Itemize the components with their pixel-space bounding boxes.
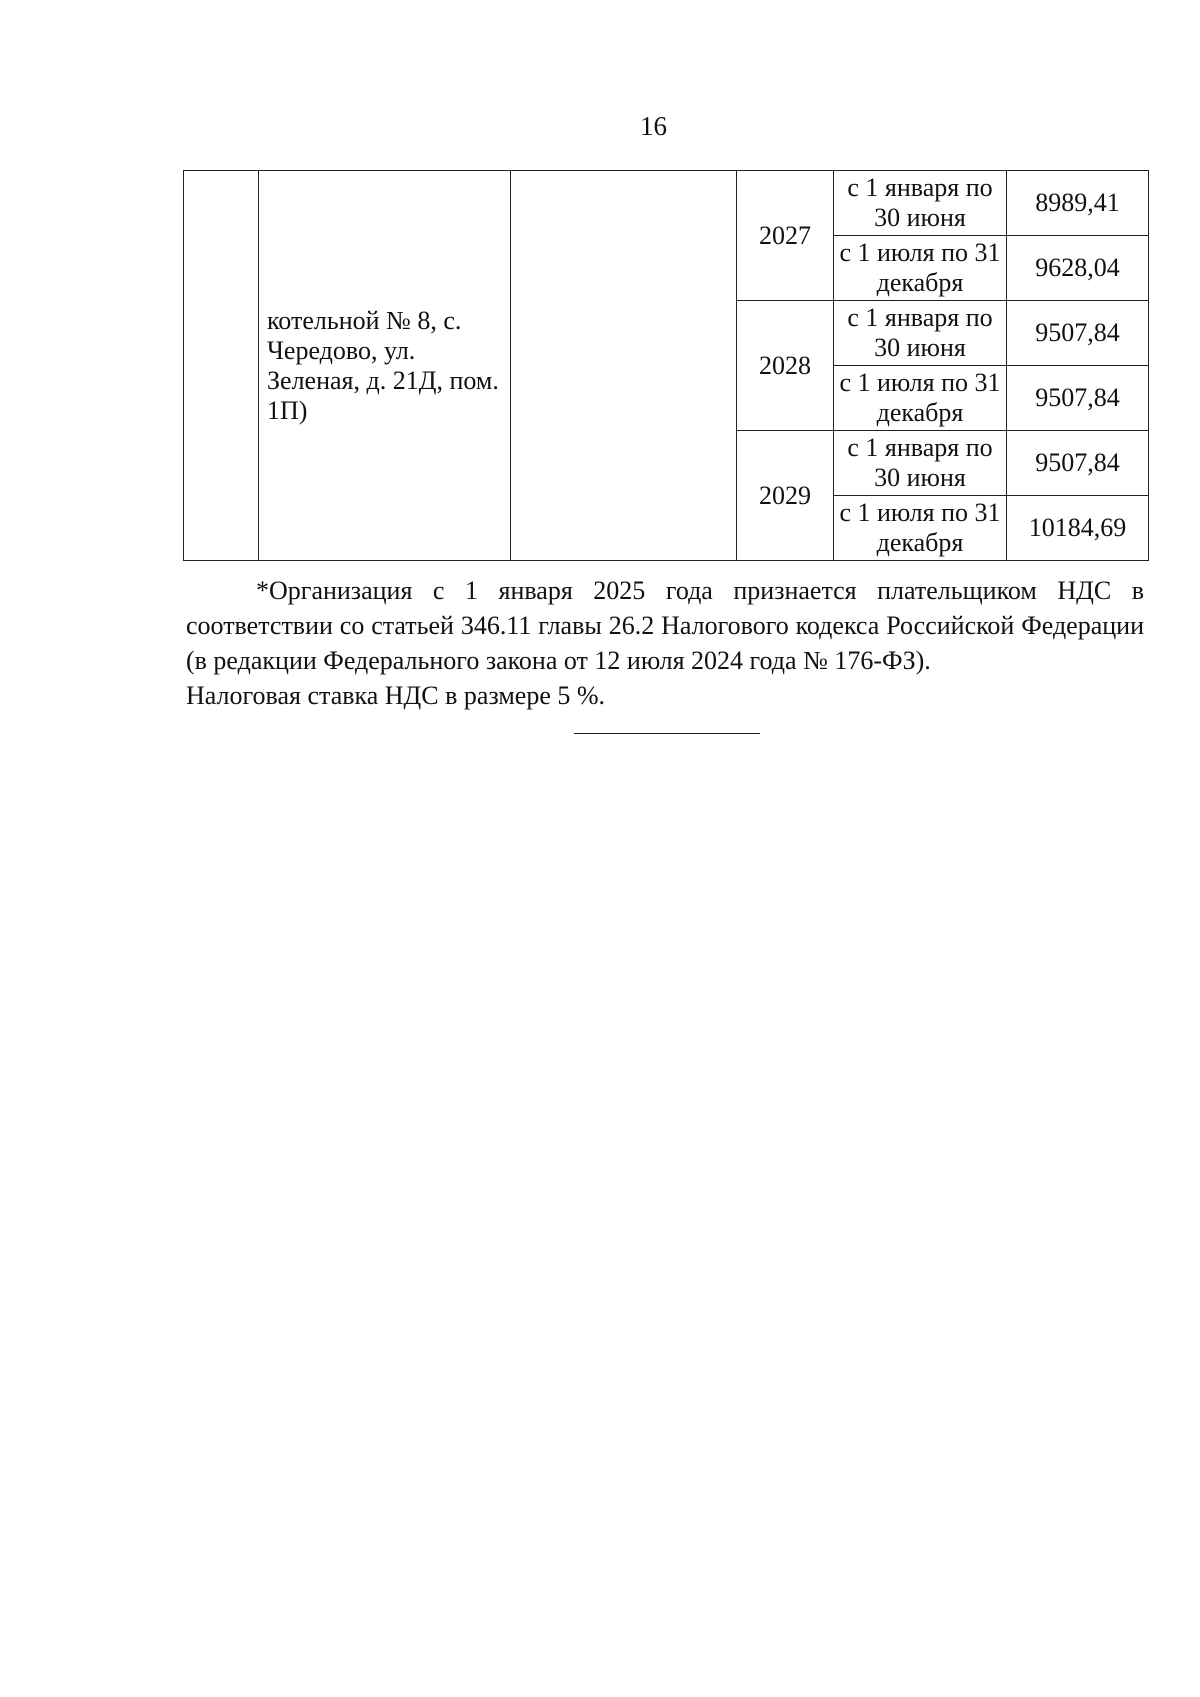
period-cell: с 1 июля по 31 декабря [834, 366, 1007, 431]
tariff-table-container [183, 170, 1149, 561]
value-cell: 9507,84 [1007, 366, 1149, 431]
value-cell: 8989,41 [1007, 171, 1149, 236]
page-number: 16 [640, 111, 667, 141]
year-cell: 2027 [737, 171, 834, 301]
footnote-paragraph: *Организация с 1 января 2025 года признается плательщиком НДС в соответствии со статьей 346.11 главы 26.2 Налогового кодекса Российской Федерации (в редакции Федерального закона от 12 июля 2024 года № 176-ФЗ). [186, 576, 1144, 675]
end-divider [574, 733, 760, 734]
value-cell: 10184,69 [1007, 496, 1149, 561]
tariff-table [183, 170, 1149, 561]
value-cell: 9507,84 [1007, 301, 1149, 366]
period-cell: с 1 июля по 31 декабря [834, 496, 1007, 561]
index-cell [184, 171, 259, 561]
footnote-paragraph: Налоговая ставка НДС в размере 5 %. [186, 681, 606, 710]
year-cell: 2028 [737, 301, 834, 431]
period-cell: с 1 января по 30 июня [834, 171, 1007, 236]
period-cell: с 1 января по 30 июня [834, 301, 1007, 366]
period-cell: с 1 июля по 31 декабря [834, 236, 1007, 301]
table-row [184, 171, 1149, 236]
period-cell: с 1 января по 30 июня [834, 431, 1007, 496]
value-cell: 9507,84 [1007, 431, 1149, 496]
year-cell: 2029 [737, 431, 834, 561]
address-cell: котельной № 8, с. Чередово, ул. Зеленая, д. 21Д, пом. 1П) [259, 171, 511, 561]
value-cell: 9628,04 [1007, 236, 1149, 301]
blank-cell [511, 171, 737, 561]
vat-footnote [186, 573, 1144, 713]
